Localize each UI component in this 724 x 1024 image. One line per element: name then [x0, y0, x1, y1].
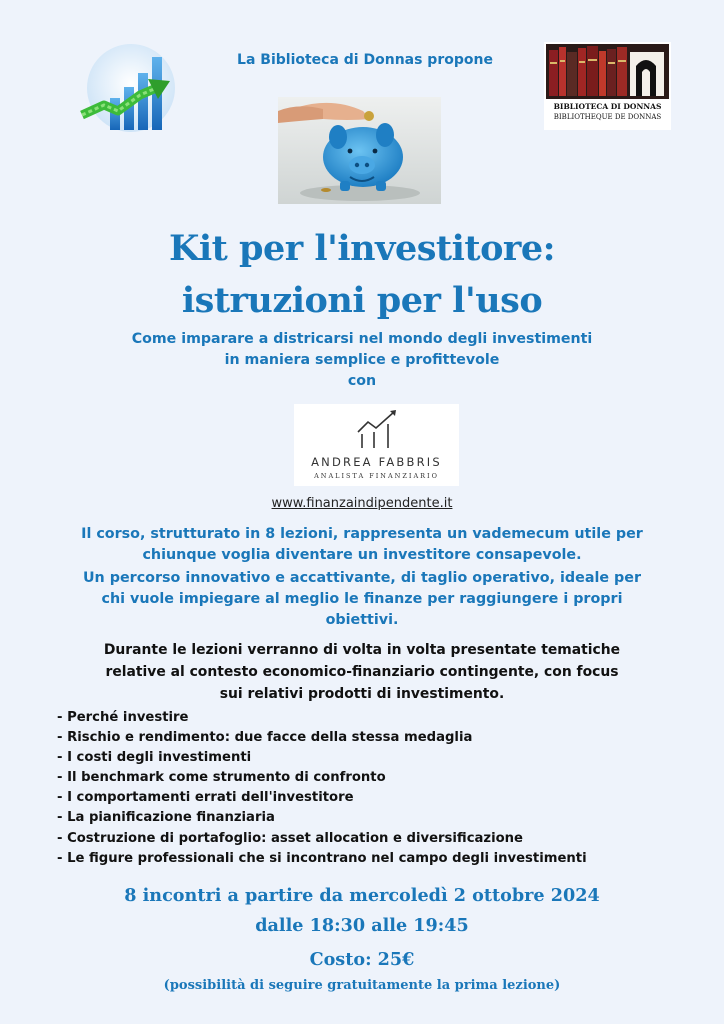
instructor-logo [294, 404, 459, 486]
course-description-line-4: chi vuole impiegare al meglio le finanze per raggiungere i propri [101, 591, 623, 607]
schedule-line-1: 8 incontri a partire da mercoledì 2 ottobre 2024 [124, 885, 600, 906]
schedule-line-2: dalle 18:30 alle 19:45 [255, 915, 469, 936]
growth-chart-icon [74, 43, 179, 138]
title-line-2: istruzioni per l'uso [181, 280, 543, 321]
books-shelf-icon [546, 44, 669, 99]
list-item: - Il benchmark come strumento di confronto [57, 770, 386, 786]
header-text: La Biblioteca di Donnas propone [237, 52, 493, 68]
library-logo [544, 42, 671, 130]
free-first-lesson-note: (possibilità di seguire gratuitamente la prima lezione) [163, 978, 561, 993]
list-item: - Costruzione di portafoglio: asset allocation e diversificazione [57, 830, 523, 846]
list-item: - Perché investire [57, 710, 189, 725]
piggy-bank-photo [278, 97, 441, 204]
intro-line-1: Durante le lezioni verranno di volta in volta presentate tematiche [103, 642, 621, 658]
instructor-name: ANDREA FABBRIS [311, 455, 442, 469]
library-name-fr: BIBLIOTHEQUE DE DONNAS [553, 113, 662, 121]
course-description-line-5: obiettivi. [325, 612, 399, 628]
website-link[interactable]: www.finanzaindipendente.it [271, 496, 453, 511]
instructor-role: ANALISTA FINANZIARIO [314, 472, 439, 480]
list-item: - La pianificazione finanziaria [57, 810, 275, 826]
list-item: - Rischio e rendimento: due facce della stessa medaglia [57, 730, 473, 746]
cost-text: Costo: 25€ [309, 949, 415, 970]
library-name: BIBLIOTECA DI DONNAS [553, 102, 662, 111]
list-item: - I costi degli investimenti [57, 750, 252, 766]
list-item: - I comportamenti errati dell'investitore [57, 790, 354, 806]
intro-line-2: relative al contesto economico-finanziario contingente, con focus [105, 664, 619, 680]
intro-line-3: sui relativi prodotti di investimento. [219, 686, 505, 702]
trend-arrow-icon [354, 408, 400, 450]
subtitle-line-1: Come imparare a districarsi nel mondo degli investimenti [131, 331, 593, 347]
course-description-line-3: Un percorso innovativo e accattivante, di taglio operativo, ideale per [82, 570, 642, 586]
topics-list [57, 708, 677, 869]
subtitle-line-2: in maniera semplice e profittevole [224, 352, 500, 368]
title-line-1: Kit per l'investitore: [168, 228, 556, 269]
list-item: - Le figure professionali che si incontrano nel campo degli investimenti [57, 850, 587, 866]
course-description-line-1: Il corso, strutturato in 8 lezioni, rappresenta un vademecum utile per [81, 526, 643, 542]
subtitle-line-3: con [347, 373, 377, 389]
course-description-line-2: chiunque voglia diventare un investitore consapevole. [142, 547, 582, 563]
